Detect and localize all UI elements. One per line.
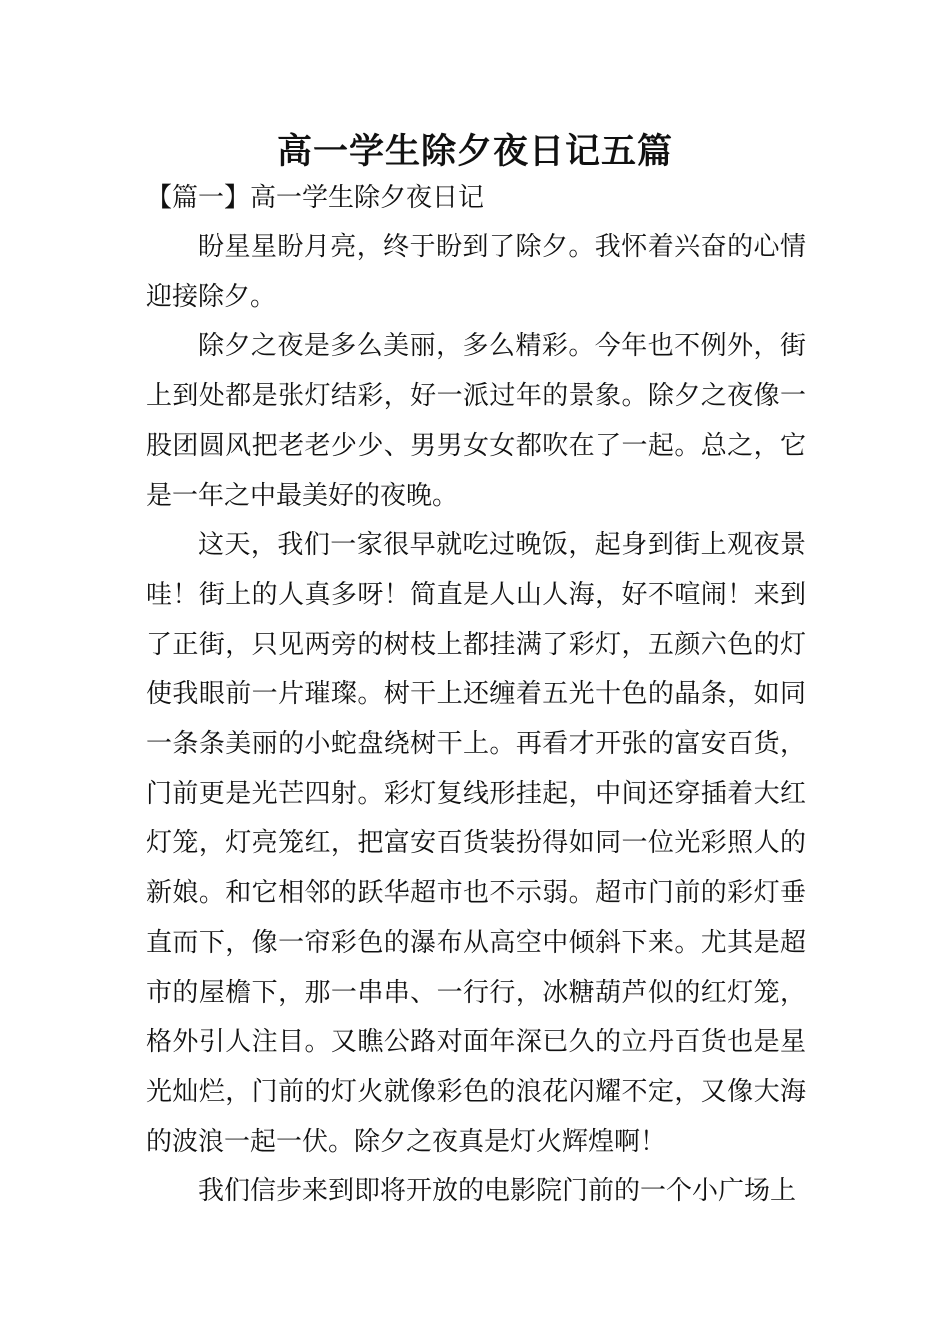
document-body bbox=[146, 223, 806, 1217]
paragraph-4: 我们信步来到即将开放的电影院门前的一个小广场上 bbox=[198, 1176, 797, 1207]
section-heading: 【篇一】高一学生除夕夜日记 bbox=[146, 183, 485, 213]
paragraph-2: 除夕之夜是多么美丽，多么精彩。今年也不例外，街上到处都是张灯结彩，好一派过年的景象。除夕之夜像一股团圆风把老老少少、男男女女都吹在了一起。总之，它是一年之中最美好的夜晚。 bbox=[146, 331, 806, 511]
document-title: 高一学生除夕夜日记五篇 bbox=[276, 132, 673, 172]
paragraph-1: 盼星星盼月亮，终于盼到了除夕。我怀着兴奋的心情迎接除夕。 bbox=[146, 232, 806, 312]
paragraph-3: 这天，我们一家很早就吃过晚饭，起身到街上观夜景哇！街上的人真多呀！简直是人山人海，好不喧闹！来到了正街，只见两旁的树枝上都挂满了彩灯，五颜六色的灯使我眼前一片璀璨。树干上还缠着五光十色的晶条，如同一条条美丽的小蛇盘绕树干上。再看才开张的富安百货，门前更是光芒四射。彩灯复线形挂起，中间还穿插着大红灯笼，灯亮笼红，把富安百货装扮得如同一位光彩照人的新娘。和它相邻的跃华超市也不示弱。超市门前的彩灯垂直而下，像一帘彩色的瀑布从高空中倾斜下来。尤其是超市的屋檐下，那一串串、一行行，冰糖葫芦似的红灯笼，格外引人注目。又瞧公路对面年深已久的立丹百货也是星光灿烂，门前的灯火就像彩色的浪花闪耀不定，又像大海的波浪一起一伏。除夕之夜真是灯火辉煌啊！ bbox=[146, 530, 806, 1157]
